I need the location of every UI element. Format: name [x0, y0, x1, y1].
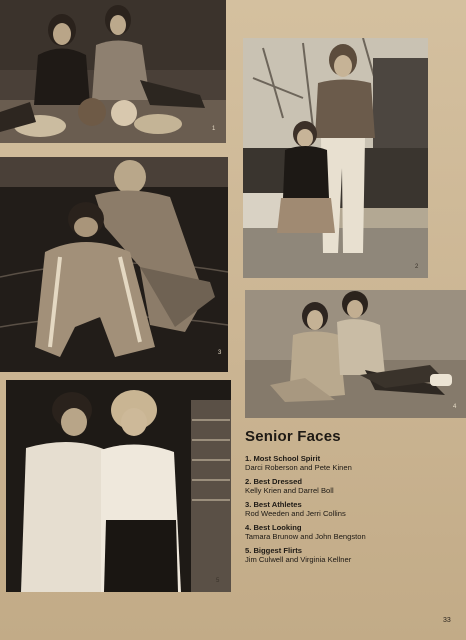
caption-title: 5. Biggest Flirts — [245, 546, 302, 555]
caption-item — [245, 546, 455, 564]
caption-item — [245, 454, 455, 472]
caption-title: 1. Most School Spirit — [245, 454, 321, 463]
captions-block — [245, 428, 455, 569]
photo-biggest-flirts — [6, 380, 231, 592]
caption-item — [245, 523, 455, 541]
caption-names: Kelly Krien and Darrel Boll — [245, 486, 334, 495]
caption-names: Tamara Brunow and John Bengston — [245, 532, 366, 541]
page-number: 33 — [443, 617, 451, 624]
photo-number: 3 — [218, 350, 222, 356]
caption-names: Rod Weeden and Jerri Collins — [245, 509, 346, 518]
photo-best-athletes — [0, 157, 228, 372]
photo-number: 5 — [216, 578, 220, 584]
photo-best-looking — [245, 290, 466, 418]
caption-names: Jim Culwell and Virginia Kellner — [245, 555, 352, 564]
caption-item — [245, 477, 455, 495]
caption-title: 4. Best Looking — [245, 523, 302, 532]
caption-names: Darci Roberson and Pete Kinen — [245, 463, 352, 472]
photo-number: 2 — [415, 264, 419, 270]
photo-best-dressed — [243, 38, 428, 278]
photo-most-school-spirit — [0, 0, 226, 143]
section-heading: Senior Faces — [245, 428, 341, 445]
caption-title: 3. Best Athletes — [245, 500, 302, 509]
caption-title: 2. Best Dressed — [245, 477, 302, 486]
photo-number: 1 — [212, 126, 216, 132]
caption-item — [245, 500, 455, 518]
photo-number: 4 — [453, 404, 457, 410]
